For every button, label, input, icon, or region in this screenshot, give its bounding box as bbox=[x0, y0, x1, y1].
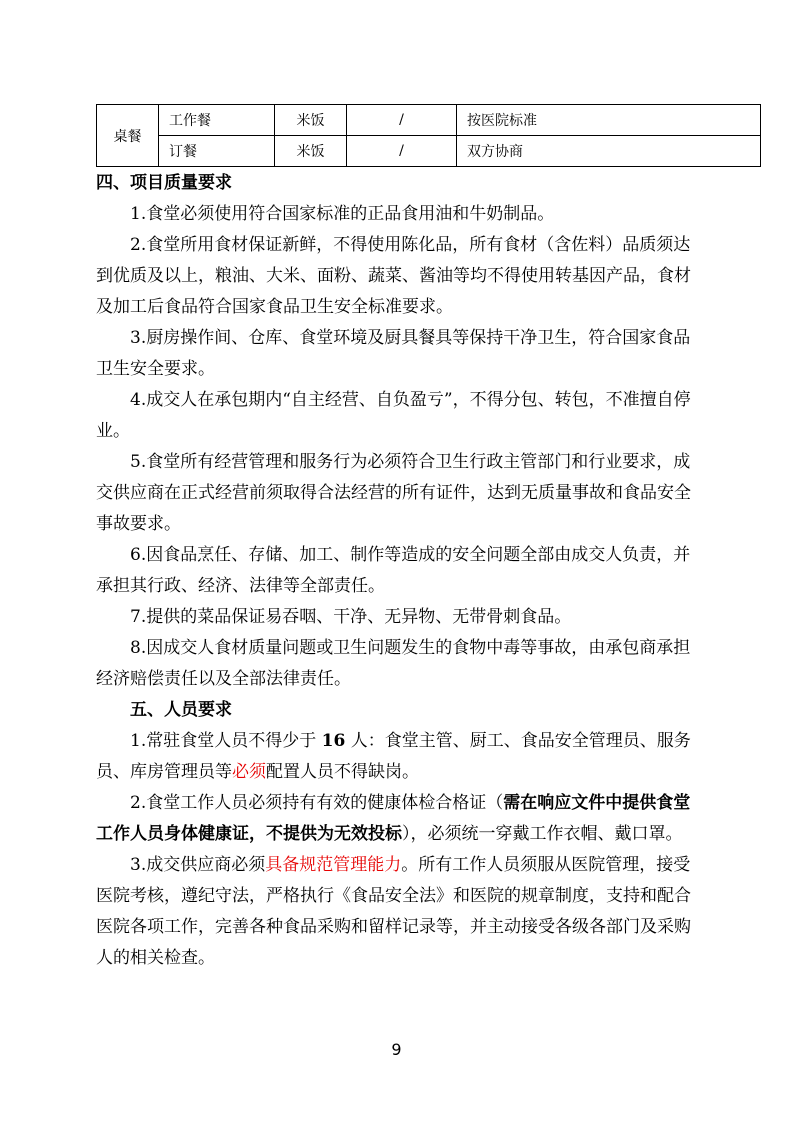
highlight-text: 必须 bbox=[232, 762, 266, 782]
staff-item bbox=[96, 788, 696, 850]
document-body bbox=[96, 168, 696, 974]
quality-item: 7.提供的菜品保证易吞咽、干净、无异物、无带骨刺食品。 bbox=[130, 607, 572, 627]
staff-item-text: 人：食堂主管、厨工、食品安全管理员、服务员、库房管理员等 bbox=[96, 731, 691, 782]
meal-food-cell: 米饭 bbox=[275, 136, 347, 167]
meal-name-cell: 订餐 bbox=[159, 136, 275, 167]
highlight-text: 具备规范管理能力 bbox=[265, 855, 402, 875]
quality-item: 8.因成交人食材质量问题或卫生问题发生的食物中毒等事故，由承包商承担经济赔偿责任以及全部法律责任。 bbox=[96, 638, 691, 689]
staff-item bbox=[96, 850, 696, 974]
bold-requirement-text: 需在响应文件中提供食堂工作人员身体健康证，不提供为无效投标 bbox=[96, 793, 691, 844]
section-heading-staff: 五、人员要求 bbox=[130, 700, 232, 720]
meal-mark-cell: / bbox=[347, 136, 457, 167]
table-row bbox=[97, 105, 761, 136]
quality-item: 2.食堂所用食材保证新鲜，不得使用陈化品，所有食材（含佐料）品质须达到优质及以上，粮油、大米、面粉、蔬菜、酱油等均不得使用转基因产品，食材及加工后食品符合国家食品卫生安全标准要求。 bbox=[96, 235, 691, 317]
staff-item-text: 3.成交供应商必须 bbox=[130, 855, 266, 875]
staff-count: 16 bbox=[321, 731, 346, 751]
table-row bbox=[97, 136, 761, 167]
meal-type-cell: 桌餐 bbox=[97, 105, 159, 167]
quality-item: 3.厨房操作间、仓库、食堂环境及厨具餐具等保持干净卫生，符合国家食品卫生安全要求。 bbox=[96, 328, 691, 379]
page-number: 9 bbox=[391, 1040, 402, 1059]
meal-table bbox=[96, 104, 761, 167]
meal-note-cell: 双方协商 bbox=[457, 136, 761, 167]
quality-item: 6.因食品烹任、存储、加工、制作等造成的安全问题全部由成交人负责，并承担其行政、经济、法律等全部责任。 bbox=[96, 545, 691, 596]
quality-item: 1.食堂必须使用符合国家标准的正品食用油和牛奶制品。 bbox=[130, 204, 555, 224]
meal-mark-cell: / bbox=[347, 105, 457, 136]
staff-item-text: 2.食堂工作人员必须持有有效的健康体检合格证（ bbox=[130, 793, 504, 813]
quality-item: 4.成交人在承包期内“自主经营、自负盈亏”，不得分包、转包，不准擅自停业。 bbox=[96, 390, 691, 441]
meal-note-cell: 按医院标准 bbox=[457, 105, 761, 136]
staff-item-text: 配置人员不得缺岗。 bbox=[266, 762, 419, 782]
meal-name-cell: 工作餐 bbox=[159, 105, 275, 136]
section-heading-quality: 四、项目质量要求 bbox=[96, 173, 232, 193]
staff-item bbox=[96, 726, 696, 788]
staff-item-text: ），必须统一穿戴工作衣帽、戴口罩。 bbox=[402, 824, 683, 844]
meal-food-cell: 米饭 bbox=[275, 105, 347, 136]
quality-item: 5.食堂所有经营管理和服务行为必须符合卫生行政主管部门和行业要求，成交供应商在正式经营前须取得合法经营的所有证件，达到无质量事故和食品安全事故要求。 bbox=[96, 452, 691, 534]
staff-item-text: 。所有工作人员须服从医院管理，接受医院考核，遵纪守法，严格执行《食品安全法》和医院的规章制度，支持和配合医院各项工作，完善各种食品采购和留样记录等，并主动接受各级各部门及采购人的相关检查。 bbox=[96, 855, 691, 968]
staff-item-text: 1.常驻食堂人员不得少于 bbox=[130, 731, 322, 751]
